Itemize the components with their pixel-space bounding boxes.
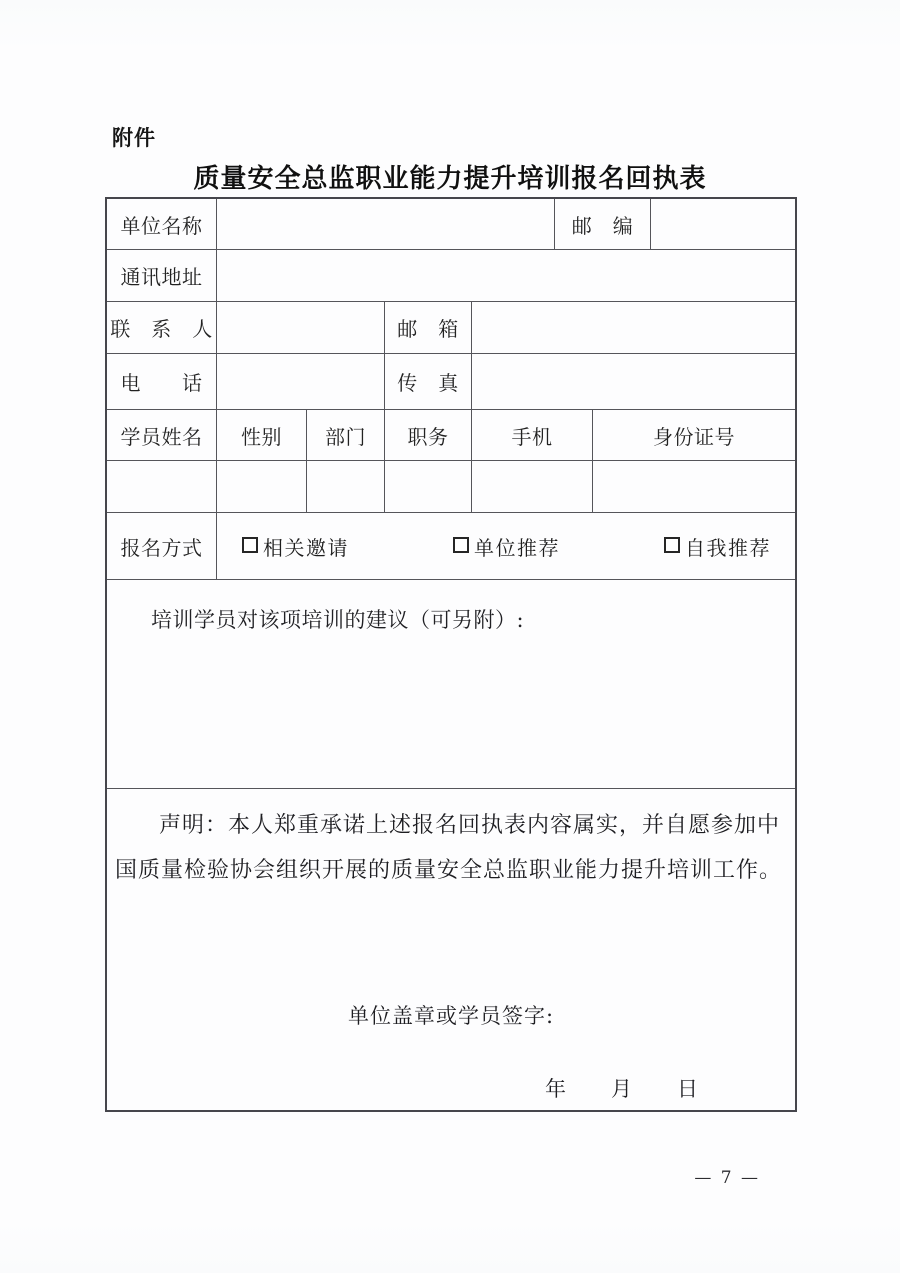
checkbox-icon[interactable] [664, 537, 680, 553]
position-field[interactable] [385, 461, 472, 512]
postal-code-label: 邮 编 [555, 199, 651, 249]
phone-label: 电 话 [107, 354, 217, 409]
checkbox-icon[interactable] [453, 537, 469, 553]
row-unit-name [107, 199, 795, 250]
row-contact [107, 302, 795, 354]
department-header: 部门 [307, 410, 385, 460]
registration-method-label: 报名方式 [107, 513, 217, 579]
option-label: 相关邀请 [263, 535, 349, 560]
option-label: 单位推荐 [474, 535, 560, 560]
attachment-label: 附件 [112, 126, 156, 150]
row-registration-method [107, 513, 795, 580]
fax-label: 传 真 [385, 354, 472, 409]
address-label: 通讯地址 [107, 250, 217, 301]
email-label: 邮 箱 [385, 302, 472, 353]
trainee-header-row [107, 410, 795, 461]
option-unit-recommendation[interactable] [453, 532, 560, 561]
id-number-header: 身份证号 [653, 424, 735, 449]
department-field[interactable] [307, 461, 385, 512]
option-self-recommendation[interactable] [664, 532, 771, 561]
position-header: 职务 [385, 410, 472, 460]
trainee-name-field[interactable] [107, 461, 217, 512]
declaration-text: 声明：本人郑重承诺上述报名回执表内容属实，并自愿参加中国质量检验协会组织开展的质量安全总监职业能力提升培训工作。 [115, 813, 783, 883]
form-title: 质量安全总监职业能力提升培训报名回执表 [193, 164, 707, 194]
suggestion-label: 培训学员对该项培训的建议（可另附）: [151, 608, 525, 632]
address-field[interactable] [217, 250, 795, 301]
trainee-data-row [107, 461, 795, 513]
unit-name-label: 单位名称 [107, 199, 217, 249]
suggestion-section[interactable] [107, 580, 795, 789]
email-field[interactable] [472, 302, 795, 353]
contact-person-label: 联 系 人 [107, 302, 217, 353]
gender-header: 性别 [217, 410, 307, 460]
id-number-field[interactable] [593, 461, 795, 512]
signature-label: 单位盖章或学员签字: [347, 1004, 555, 1028]
phone-field[interactable] [217, 354, 385, 409]
trainee-name-header: 学员姓名 [107, 410, 217, 460]
mobile-header: 手机 [472, 410, 593, 460]
row-address [107, 250, 795, 302]
registration-form-table [105, 197, 797, 1112]
registration-method-options [217, 513, 795, 579]
fax-field[interactable] [472, 354, 795, 409]
unit-name-field[interactable] [217, 199, 555, 249]
option-related-invitation[interactable] [242, 532, 349, 561]
page-number: — 7 — [694, 1168, 760, 1188]
contact-person-field[interactable] [217, 302, 385, 353]
postal-code-field[interactable] [651, 199, 795, 249]
row-phone [107, 354, 795, 410]
option-label: 自我推荐 [685, 535, 771, 560]
date-label: 年 月 日 [545, 1077, 699, 1101]
gender-field[interactable] [217, 461, 307, 512]
declaration-section [107, 789, 795, 1110]
mobile-field[interactable] [472, 461, 593, 512]
checkbox-icon[interactable] [242, 537, 258, 553]
